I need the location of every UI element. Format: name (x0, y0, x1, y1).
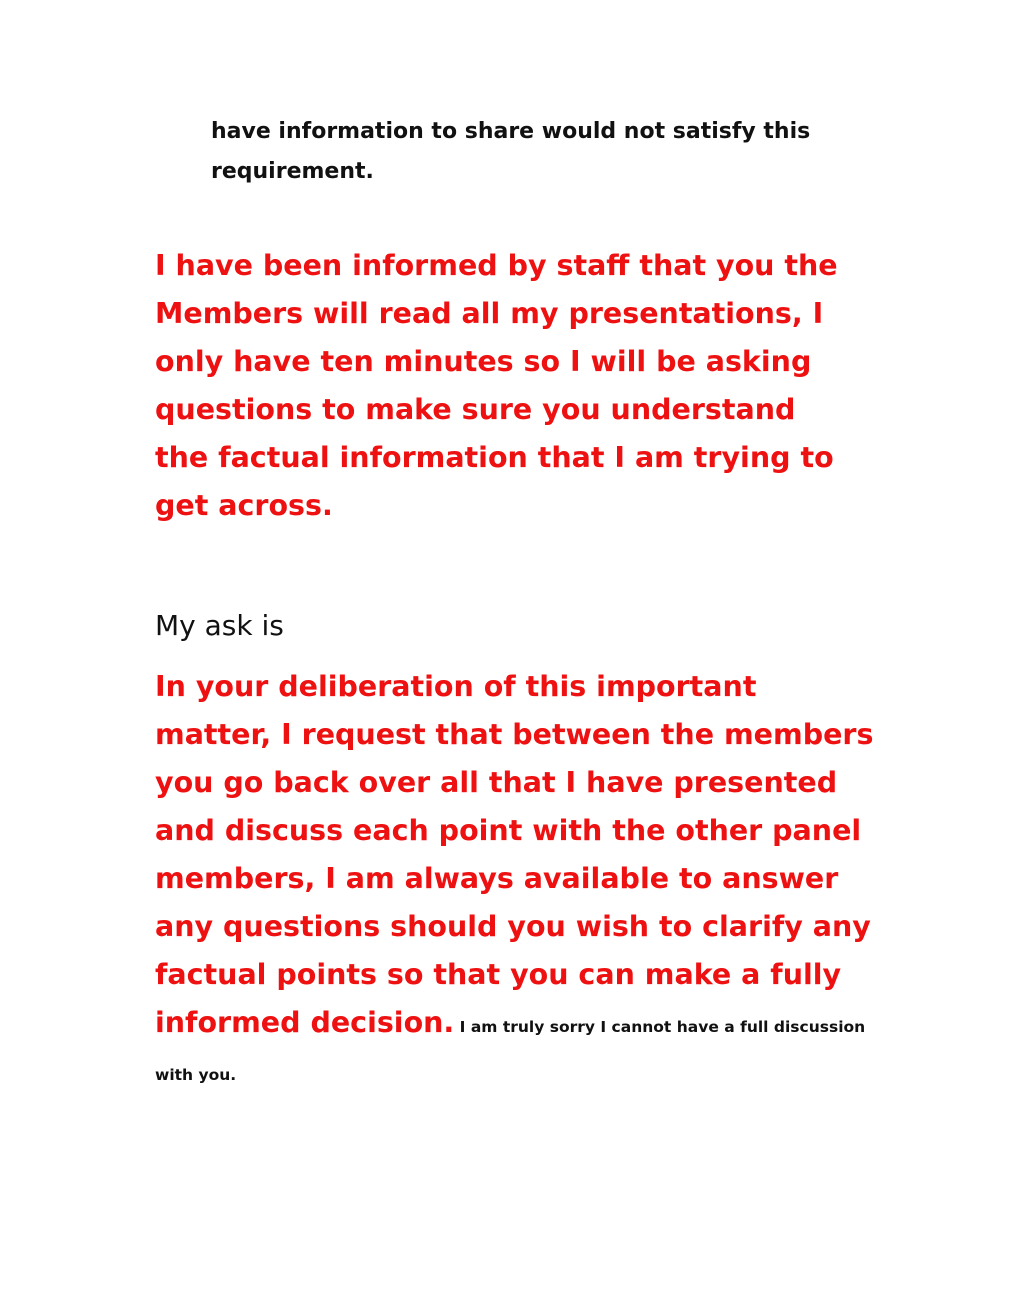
request-text: In your deliberation of this important matter, I request that between the members you go back over all that I have presented and discuss each point with the other panel members, I am always available to answer any questions should you wish to clarify any factual points so that you can make a fully informed decision. (155, 670, 874, 1039)
ask-heading: My ask is (155, 609, 284, 642)
intro-paragraph: have information to share would not satisfy this requirement. (211, 119, 811, 184)
closing-text: I am truly sorry I cannot have a full discussion with you. (155, 1018, 866, 1084)
statement-paragraph: I have been informed by staff that you the Members will read all my presentations, I only have ten minutes so I will be asking questions to make sure you understand the factual information that I am trying to get across. (155, 249, 838, 522)
request-paragraph (155, 663, 875, 1095)
